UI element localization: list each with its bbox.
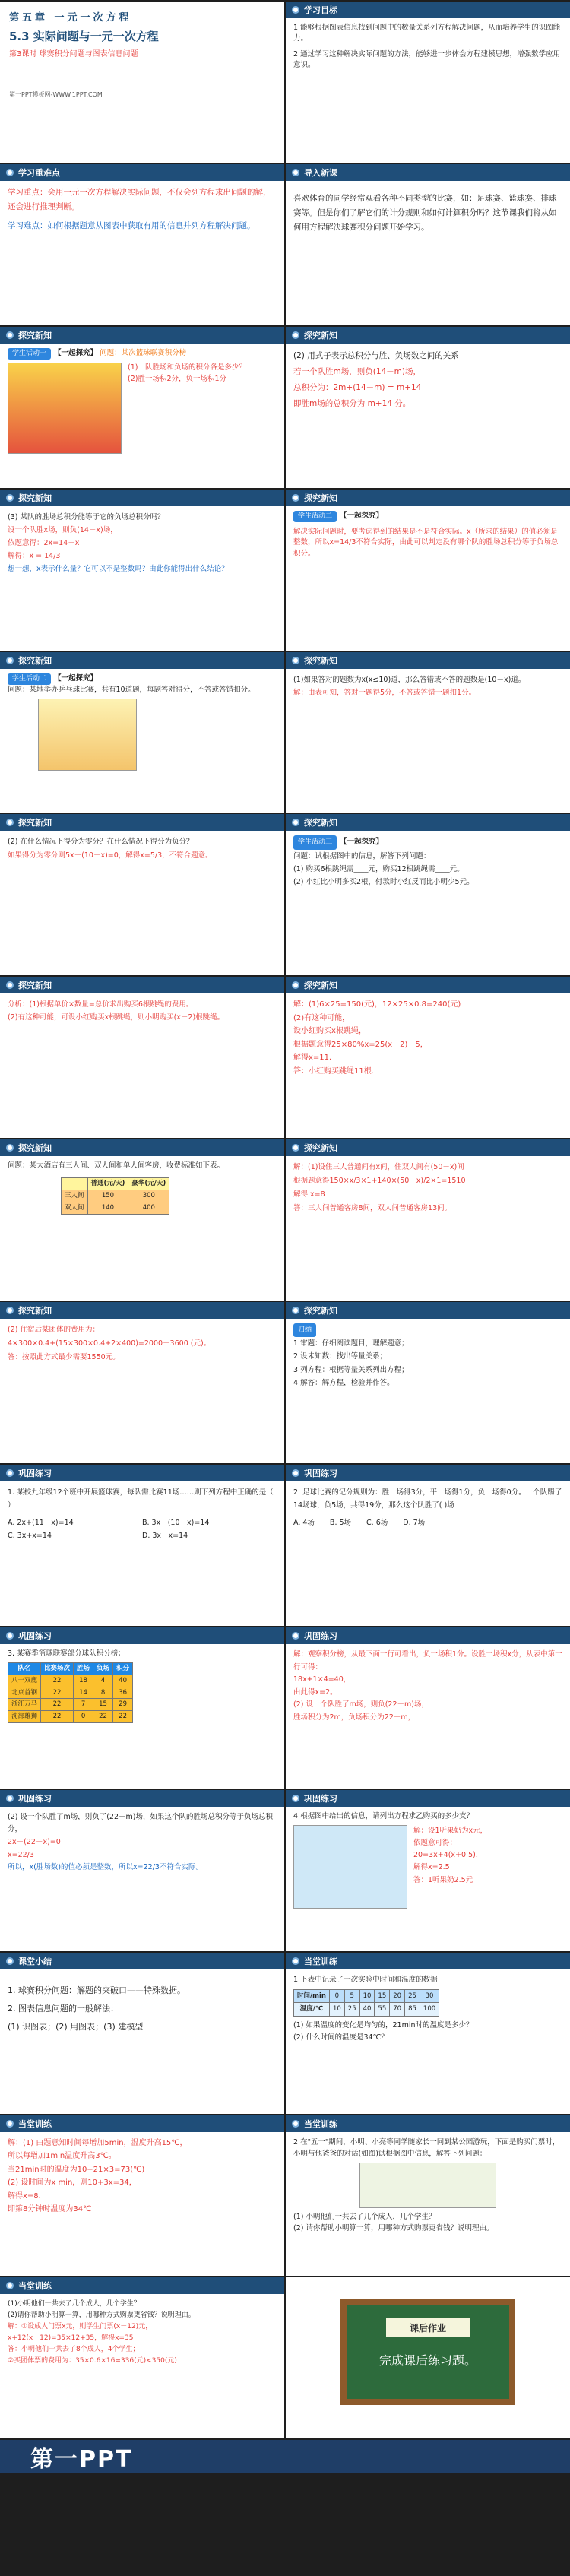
slide-header: 探究新知 <box>286 490 570 506</box>
slide-4[interactable] <box>286 164 570 325</box>
slide-25[interactable]: 课堂小结 1. 球赛积分问题：解题的突破口——特殊数据。 2. 图表信息问题的一般解法： (1) 识图表；(2) 用图表；(3) 建模型 <box>0 1953 284 2114</box>
ranking-table-image <box>8 363 122 454</box>
slide-24[interactable]: 巩固练习 4.根据图中给出的信息，请列出方程求乙购买的多少支？ 解：设1听果奶为x元， 依题意可得： 20=3x+4(x+0.5)， 解得x=2.5 答：1听果奶2.5元 <box>286 1790 570 1951</box>
answer-1: (1)一队胜场和负场的积分各是多少？ <box>128 363 246 372</box>
pin-icon <box>6 2282 14 2289</box>
slide-8[interactable]: 探究新知 学生活动二 【一起探究】 解决实际问题时，要考虑得到的结果是不是符合实际。x（所求的结果）的值必须是整数，所以x=14/3不符合实际，由此可以判定没有哪个队的胜场总积分等于负场总积分。 <box>286 490 570 651</box>
pin-icon <box>6 1957 14 1965</box>
pin-icon <box>6 1795 14 1802</box>
league-table: 队名 比赛场次 胜场 负场 积分 八一双鹿 22 18 4 40 北京首钢 22 14 8 36 浙江万马 22 7 15 29 沈部雄狮 22 0 22 22 <box>8 1662 133 1723</box>
slide-header: 探究新知 <box>0 1139 284 1156</box>
slide-9[interactable]: 探究新知 学生活动二 【一起探究】 问题：某地举办乒乓球比赛，共有10道题，每题答对得分，不答或答错扣分。 <box>0 652 284 813</box>
pin-icon <box>6 819 14 826</box>
slide-header: 当堂训练 <box>0 2115 284 2132</box>
pin-icon <box>6 1144 14 1152</box>
pin-icon <box>292 6 299 14</box>
slide-18[interactable]: 探究新知 归纳 1.审题：仔细阅读题目，理解题意； 2.设未知数：找出等量关系； 3.列方程：根据等量关系列出方程； 4.解答：解方程，检验并作答。 <box>286 1302 570 1463</box>
goal-1: 1.能够根据图表信息找到问题中的数量关系列方程解决问题，从而培养学生的识图能力。 <box>293 24 561 43</box>
slide-15[interactable]: 探究新知 问题：某大酒店有三人间、双人间和单人间客房，收费标准如下表。 普通(元/天) 豪华(元/天) 三人间 150 300 双人间 140 400 <box>0 1139 284 1301</box>
pin-icon <box>292 981 299 989</box>
pin-icon <box>292 1957 299 1965</box>
slide-6[interactable]: 探究新知 (2) 用式子表示总积分与胜、负场数之间的关系 若一个队胜m场，则负(14－m)场， 总积分为：2m+(14－m) = m+14 即胜m场的总积分为 m+14 分。 <box>286 327 570 488</box>
pin-icon <box>292 819 299 826</box>
slide-14[interactable]: 探究新知 解：(1)6×25=150(元)，12×25×0.8=240(元) (2)有这种可能， 设小红购买x根跳绳， 根据题意得25×80%x=25(x－2)－5， 解得x=11. 答：小红购买跳绳11根. <box>286 977 570 1138</box>
slide-26[interactable]: 当堂训练 1.下表中记录了一次实验中时间和温度的数据 时间/min 0 5 10 15 20 25 30 温度/℃ 10 25 40 55 70 85 100 (1) 如果温度的变化是均匀的，21min时的温度是多少？ (2) 什么时间的温度是34℃？ <box>286 1953 570 2114</box>
slide-header: 当堂训练 <box>286 1953 570 1969</box>
option-a[interactable]: A. 2x+(11－x)=14 <box>8 1519 74 1528</box>
slide-header: 当堂训练 <box>286 2115 570 2132</box>
intro-text: 喜欢体育的同学经常观看各种不同类型的比赛，如：足球赛、篮球赛、排球赛等。但是你们了解它们的计分规则和如何计算积分吗？这节课我们将从如何用方程解决球赛积分问题开始学习。 <box>293 193 557 232</box>
slide-header: 探究新知 <box>286 977 570 993</box>
slide-23[interactable]: 巩固练习 (2) 设一个队胜了m场，则负了(22－m)场，如果这个队的胜场总积分等于负场总积分， 2x－(22－x)=0 x=22/3 所以，x(胜场数)的值必须是整数，所以x=22/3不符合实际。 <box>0 1790 284 1951</box>
slide-10[interactable]: 探究新知 (1)如果答对的题数为x(x≤10)道，那么答错或不答的题数是(10－x)道。 解：由表可知，答对一题得5分，不答或答错一题扣1分。 <box>286 652 570 813</box>
chalkboard <box>340 2299 515 2405</box>
slide-header: 巩固练习 <box>286 1627 570 1644</box>
slide-29[interactable]: 当堂训练 (1)小明他们一共去了几个成人，几个学生？ (2)请你帮助小明算一算，用哪种方式购票更省钱？说明理由。 解：①设成人门票x元，则学生门票(x－12)元， x+12(x－12)=35×12+35，解得x=35 答：小明他们一共去了8个成人，4个学生； ②买团体票的费用为：35×0.6×16=336(元)<350(元) <box>0 2277 284 2438</box>
slide-header: 探究新知 <box>0 490 284 506</box>
slide-header: 课堂小结 <box>0 1953 284 1969</box>
pin-icon <box>292 494 299 502</box>
slide-header: 巩固练习 <box>0 1790 284 1807</box>
slide-11[interactable]: 探究新知 (2) 在什么情况下得分为零分？在什么情况下得分为负分？ 如果得分为零分则5x－(10－x)=0，解得x=5/3，不符合题意。 <box>0 814 284 975</box>
option-a[interactable]: A. 4场 <box>293 1519 315 1528</box>
slide-header: 探究新知 <box>0 977 284 993</box>
option-b[interactable]: B. 3x－(10－x)=14 <box>142 1519 210 1528</box>
slide-header: 探究新知 <box>286 652 570 669</box>
lesson-subtitle: 第3课时 球赛积分问题与图表信息问题 <box>9 50 138 59</box>
slide-header: 探究新知 <box>286 1139 570 1156</box>
lesson-title: 5.3 实际问题与一元一次方程 <box>9 30 159 43</box>
pin-icon <box>292 2120 299 2128</box>
pin-icon <box>292 1795 299 1802</box>
slide-header: 学习重难点 <box>0 164 284 181</box>
slide-header: 巩固练习 <box>0 1465 284 1481</box>
slide-header: 探究新知 <box>0 814 284 831</box>
pin-icon <box>292 1469 299 1477</box>
option-b[interactable]: B. 5场 <box>329 1519 352 1528</box>
pin-icon <box>6 1632 14 1640</box>
slide-27[interactable]: 当堂训练 解：(1) 由题意知时间每增加5min，温度升高15℃， 所以每增加1min温度升高3℃。 当21min时的温度为10+21×3=73(℃) (2) 设时间为x min，则10+3x=34， 解得x=8. 即第8分钟时温度为34℃ <box>0 2115 284 2277</box>
homework-title: 课后作业 <box>386 2318 470 2337</box>
slide-7[interactable]: 探究新知 (3) 某队的胜场总积分能等于它的负场总积分吗？ 设一个队胜x场，则负(14－x)场， 依题意得：2x=14－x 解得：x = 14/3 想一想，x表示什么量？它可以不是整数吗？由此你能得出什么结论？ <box>0 490 284 651</box>
pin-icon <box>6 1469 14 1477</box>
slide-header: 探究新知 <box>0 327 284 344</box>
slide-12[interactable]: 探究新知 学生活动三 【一起探究】 问题：试根据图中的信息，解答下列问题： (1) 购买6根跳绳需____元，购买12根跳绳需____元。 (2) 小红比小明多买2根，付款时小红反而比小明少5元。 <box>286 814 570 975</box>
site-label: 第一PPT模板网-WWW.1PPT.COM <box>9 91 103 98</box>
slide-header: 导入新课 <box>286 164 570 181</box>
temperature-table: 时间/min 0 5 10 15 20 25 30 温度/℃ 10 25 40 55 70 85 100 <box>293 1989 439 2017</box>
slide-21[interactable]: 巩固练习 3. 某赛季篮球联赛部分球队积分榜： 队名 比赛场次 胜场 负场 积分 八一双鹿 22 18 4 40 北京首钢 22 14 8 36 浙江万马 22 7 15 29 沈部雄狮 22 0 22 22 <box>0 1627 284 1789</box>
pin-icon <box>6 169 14 176</box>
pin-icon <box>292 1632 299 1640</box>
brand-logo: 第一PPT <box>30 2446 133 2473</box>
slide-header: 探究新知 <box>0 652 284 669</box>
answer-2: (2)胜一场积2分，负一场积1分 <box>128 374 227 383</box>
score-table-image <box>38 699 137 771</box>
homework-text: 完成课后练习题。 <box>378 2353 477 2368</box>
slide-1[interactable] <box>0 2 284 163</box>
slide-header: 巩固练习 <box>286 1790 570 1807</box>
slide-header: 探究新知 <box>286 814 570 831</box>
pin-icon <box>6 657 14 664</box>
option-c[interactable]: C. 3x+x=14 <box>8 1532 52 1541</box>
slide-2[interactable] <box>286 2 570 163</box>
slide-19[interactable]: 巩固练习 1. 某校九年级12个班中开展篮球赛，每队需比赛11场……则下列方程中正确的是（ ） A. 2x+(11－x)=14 B. 3x－(10－x)=14 C. 3x+x=14 D. 3x－x=14 <box>0 1465 284 1626</box>
slide-header: 巩固练习 <box>0 1627 284 1644</box>
slide-header: 巩固练习 <box>286 1465 570 1481</box>
ticket-dialog-image <box>359 2163 496 2208</box>
slide-header: 探究新知 <box>286 327 570 344</box>
slide-3[interactable] <box>0 164 284 325</box>
slide-30[interactable] <box>286 2277 570 2438</box>
goal-2: 2.通过学习这种解决实际问题的方法，能够进一步体会方程建模思想，增强数学应用意识。 <box>293 49 561 69</box>
slide-20[interactable]: 巩固练习 2. 足球比赛的记分规则为：胜一场得3分，平一场得1分，负一场得0分。一个队踢了14场球，负5场，共得19分，那么这个队胜了( )场 A. 4场 B. 5场 C. 6场 D. 7场 <box>286 1465 570 1626</box>
slide-header: 探究新知 <box>286 1302 570 1319</box>
pin-icon <box>292 331 299 339</box>
pin-icon <box>292 169 299 176</box>
pin-icon <box>6 331 14 339</box>
slide-header: 当堂训练 <box>0 2277 284 2294</box>
shopping-scene-image <box>293 1825 407 1909</box>
pin-icon <box>292 1307 299 1314</box>
pin-icon <box>6 2120 14 2128</box>
hotel-price-table: 普通(元/天) 豪华(元/天) 三人间 150 300 双人间 140 400 <box>61 1177 169 1214</box>
option-c[interactable]: C. 6场 <box>366 1519 388 1528</box>
footer-banner <box>0 2440 570 2473</box>
slide-17[interactable]: 探究新知 (2) 住宿后某团体的费用为： 4×300×0.4+(15×300×0.4+2×400)=2000－3600 (元)。 答：按照此方式最少需要1550元。 <box>0 1302 284 1463</box>
key-point: 学习重点：会用一元一次方程解决实际问题，不仅会列方程求出问题的解，还会进行推理判断。 <box>8 187 271 211</box>
slide-16[interactable]: 探究新知 解：(1)设住三人普通间有x间，住双人间有(50－x)间 根据题意得150×x/3×1+140×(50－x)/2×1=1510 解得 x=8 答：三人间普通客房8间，双人间普通客房13间。 <box>286 1139 570 1301</box>
option-d[interactable]: D. 3x－x=14 <box>142 1532 188 1541</box>
pin-icon <box>292 657 299 664</box>
slide-header: 学习目标 <box>286 2 570 18</box>
pin-icon <box>292 1144 299 1152</box>
slide-13[interactable]: 探究新知 分析：(1)根据单价×数量=总价求出购买6根跳绳的费用。 (2)有这种可能，可设小红购买x根跳绳，则小明购买(x－2)根跳绳。 <box>0 977 284 1138</box>
slide-28[interactable]: 当堂训练 2.在"五一"期间，小明、小亮等同学随家长一同到某公园游玩，下面是购买门票时，小明与他爸爸的对话(如图)试根据图中信息，解答下列问题： (1) 小明他们一共去了几个成人，几个学生？ (2) 请你帮助小明算一算，用哪种方式购票更省钱？说明理由。 <box>286 2115 570 2277</box>
pin-icon <box>6 494 14 502</box>
pin-icon <box>6 981 14 989</box>
slide-header: 探究新知 <box>0 1302 284 1319</box>
pin-icon <box>6 1307 14 1314</box>
slide-5[interactable]: 探究新知 学生活动一 【一起探究】 问题：某次篮球联赛积分榜 (1)一队胜场和负场的积分各是多少？ (2)胜一场积2分，负一场积1分 <box>0 327 284 488</box>
chapter-title: 第五章 一元一次方程 <box>9 12 132 24</box>
difficult-point: 学习难点：如何根据题意从图表中获取有用的信息并列方程解决问题。 <box>8 220 255 230</box>
option-d[interactable]: D. 7场 <box>403 1519 426 1528</box>
activity-tag: 学生活动一 <box>8 348 51 360</box>
slide-22[interactable]: 巩固练习 解：观察积分榜，从最下面一行可看出，负一场积1分。设胜一场积x分，从表中第一行可得： 18x+1×4=40， 由此得x=2。 (2) 设一个队胜了m场，则负(22－m)场， 胜场积分为2m，负场积分为22－m， <box>286 1627 570 1789</box>
